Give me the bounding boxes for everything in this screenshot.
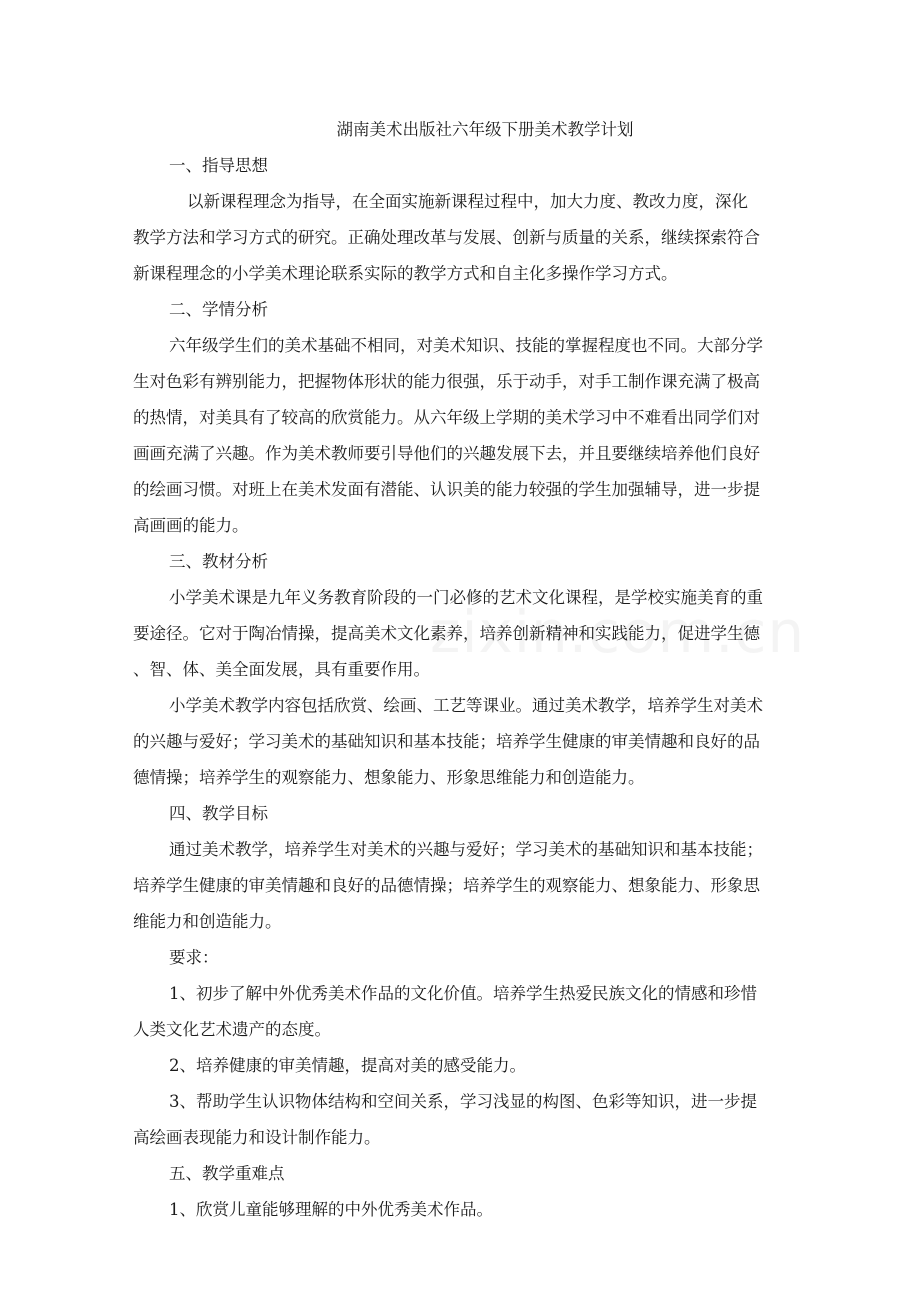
paragraph-line: 要求：: [169, 948, 219, 967]
paragraph-line: 的兴趣与爱好；学习美术的基础知识和基本技能；培养学生健康的审美情趣和良好的品: [133, 732, 760, 751]
document-body: [133, 112, 837, 1228]
paragraph-line: 的热情，对美具有了较高的欣赏能力。从六年级上学期的美术学习中不难看出同学们对: [133, 408, 760, 427]
section-heading: 一、指导思想: [169, 156, 268, 175]
paragraph-line: 小学美术课是九年义务教育阶段的一门必修的艺术文化课程，是学校实施美育的重: [169, 588, 763, 607]
section-heading: 五、教学重难点: [169, 1164, 285, 1183]
document-lines: [133, 148, 837, 1228]
paragraph-line: 小学美术教学内容包括欣赏、绘画、工艺等课业。通过美术教学，培养学生对美术: [169, 696, 763, 715]
section-heading: 四、教学目标: [169, 804, 268, 823]
paragraph-line: 通过美术教学，培养学生对美术的兴趣与爱好；学习美术的基础知识和基本技能；: [169, 840, 763, 859]
document-title: 湖南美术出版社六年级下册美术教学计划: [336, 120, 634, 139]
paragraph-line: 以新课程理念为指导，在全面实施新课程过程中，加大力度、教改力度，深化: [187, 192, 748, 211]
paragraph-line: 培养学生健康的审美情趣和良好的品德情操；培养学生的观察能力、想象能力、形象思: [133, 876, 760, 895]
paragraph-line: 教学方法和学习方式的研究。正确处理改革与发展、创新与质量的关系，继续探索符合: [133, 228, 760, 247]
paragraph-line: 人类文化艺术遗产的态度。: [133, 1020, 331, 1039]
paragraph-line: 新课程理念的小学美术理论联系实际的教学方式和自主化多操作学习方式。: [133, 264, 678, 283]
paragraph-line: 、智、体、美全面发展，具有重要作用。: [133, 660, 430, 679]
paragraph-line: 高绘画表现能力和设计制作能力。: [133, 1128, 381, 1147]
paragraph-line: 1、初步了解中外优秀美术作品的文化价值。培养学生热爱民族文化的情感和珍惜: [169, 984, 757, 1003]
paragraph-line: 德情操；培养学生的观察能力、想象能力、形象思维能力和创造能力。: [133, 768, 645, 787]
paragraph-line: 画画充满了兴趣。作为美术教师要引导他们的兴趣发展下去，并且要继续培养他们良好: [133, 444, 760, 463]
section-heading: 二、学情分析: [169, 300, 268, 319]
paragraph-line: 2、培养健康的审美情趣，提高对美的感受能力。: [169, 1056, 526, 1075]
paragraph-line: 要途径。它对于陶冶情操，提高美术文化素养，培养创新精神和实践能力，促进学生德: [133, 624, 760, 643]
paragraph-line: 3、帮助学生认识物体结构和空间关系，学习浅显的构图、色彩等知识，进一步提: [169, 1092, 757, 1111]
paragraph-line: 维能力和创造能力。: [133, 912, 282, 931]
paragraph-line: 的绘画习惯。对班上在美术发面有潜能、认识美的能力较强的学生加强辅导，进一步提: [133, 480, 760, 499]
paragraph-line: 六年级学生们的美术基础不相同，对美术知识、技能的掌握程度也不同。大部分学: [169, 336, 763, 355]
section-heading: 三、教材分析: [169, 552, 268, 571]
paragraph-line: 1、欣赏儿童能够理解的中外优秀美术作品。: [169, 1200, 493, 1219]
paragraph-line: 高画画的能力。: [133, 516, 249, 535]
paragraph-line: 生对色彩有辨别能力，把握物体形状的能力很强，乐于动手，对手工制作课充满了极高: [133, 372, 760, 391]
